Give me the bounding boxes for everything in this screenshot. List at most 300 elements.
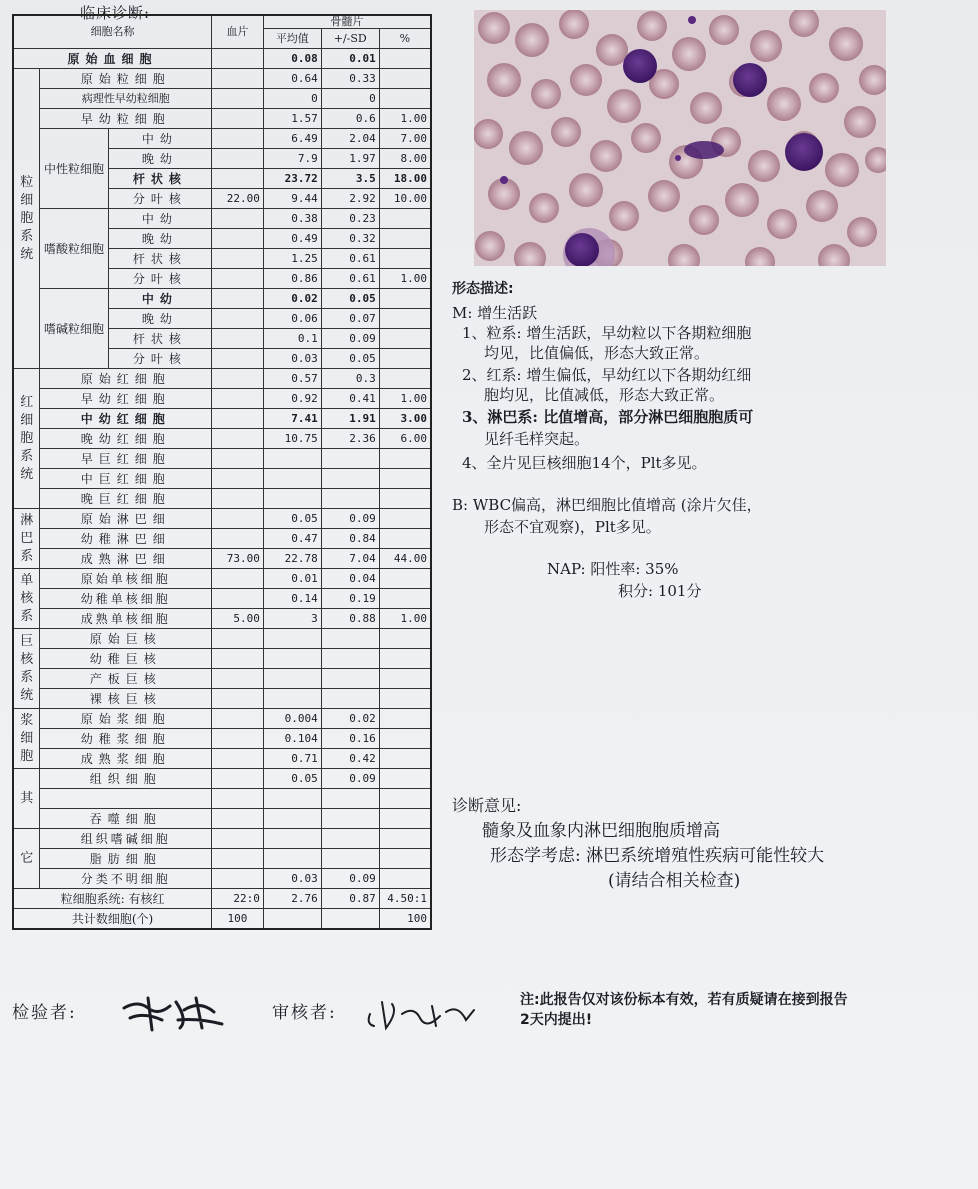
cell-name: 原始单核细胞: [40, 569, 212, 589]
blood-value: [212, 849, 264, 869]
sd-value: [321, 669, 379, 689]
table-row: [13, 469, 431, 489]
cell-name: 中幼: [108, 289, 211, 309]
table-row: [13, 569, 431, 589]
table-row: [13, 49, 431, 69]
pct-value: 44.00: [379, 549, 431, 569]
sd-value: [321, 649, 379, 669]
category-erythroid: 红细胞系统: [13, 369, 40, 509]
mean-value: 10.75: [263, 429, 321, 449]
sd-value: [321, 629, 379, 649]
cell-name: 病理性早幼粒细胞: [40, 89, 212, 109]
cell-name: 产板巨核: [40, 669, 212, 689]
sd-value: [321, 829, 379, 849]
sd-value: 0.42: [321, 749, 379, 769]
table-row: [13, 69, 431, 89]
table-row: [13, 629, 431, 649]
blood-value: [212, 89, 264, 109]
sd-value: 0.01: [321, 49, 379, 69]
blood-smear-micrograph: [474, 10, 886, 266]
table-row: [13, 589, 431, 609]
table-row: [13, 729, 431, 749]
sd-value: 7.04: [321, 549, 379, 569]
mean-value: 0.06: [263, 309, 321, 329]
table-row: [13, 709, 431, 729]
mean-value: 0.1: [263, 329, 321, 349]
pct-value: [379, 749, 431, 769]
mean-value: 7.41: [263, 409, 321, 429]
diagnosis-line2: 形态学考虑: 淋巴系统增殖性疾病可能性较大: [490, 846, 825, 866]
cell-name: 原始淋巴细: [40, 509, 212, 529]
mean-value: 22.78: [263, 549, 321, 569]
pct-value: [379, 489, 431, 509]
pct-value: [379, 669, 431, 689]
table-row: [13, 609, 431, 629]
blood-value: [212, 469, 264, 489]
mean-value: [263, 649, 321, 669]
ratio-sd: 0.87: [321, 889, 379, 909]
mean-value: 3: [263, 609, 321, 629]
blood-value: [212, 349, 264, 369]
table-row: [13, 809, 431, 829]
table-row: [13, 109, 431, 129]
cell-name: [40, 789, 212, 809]
blood-value: [212, 429, 264, 449]
sd-value: [321, 789, 379, 809]
pct-value: 1.00: [379, 109, 431, 129]
morphology-b2: 形态不宜观察)，Plt多见。: [484, 518, 661, 536]
pct-value: [379, 329, 431, 349]
cell-name: 脂肪细胞: [40, 849, 212, 869]
col-mean: 平均值: [263, 29, 321, 49]
cell-name: 吞噬细胞: [40, 809, 212, 829]
sd-value: [321, 809, 379, 829]
category-mono: 单核系: [13, 569, 40, 629]
sd-value: 0.23: [321, 209, 379, 229]
mean-value: 0.004: [263, 709, 321, 729]
examiner-label: 检验者:: [12, 1003, 77, 1023]
blood-value: [212, 449, 264, 469]
mean-value: [263, 629, 321, 649]
blood-value: [212, 809, 264, 829]
sd-value: 0.09: [321, 509, 379, 529]
morphology-b1: B: WBC偏高，淋巴细胞比值增高 (涂片欠佳，: [452, 496, 762, 514]
sd-value: 0.05: [321, 289, 379, 309]
blood-value: [212, 629, 264, 649]
sd-value: 0.41: [321, 389, 379, 409]
pct-value: 7.00: [379, 129, 431, 149]
table-row: [13, 789, 431, 809]
sd-value: 2.92: [321, 189, 379, 209]
blood-value: [212, 129, 264, 149]
cell-name: 原始浆细胞: [40, 709, 212, 729]
mean-value: 0.49: [263, 229, 321, 249]
mean-value: [263, 689, 321, 709]
cell-name: 原始血细胞: [13, 49, 212, 69]
category-neutrophil: 中性粒细胞: [40, 129, 108, 209]
pct-value: [379, 529, 431, 549]
sd-value: 0.6: [321, 109, 379, 129]
col-pct: %: [379, 29, 431, 49]
cell-name: 幼稚巨核: [40, 649, 212, 669]
cell-name: 杆状核: [108, 329, 211, 349]
examiner-signature: [118, 990, 228, 1034]
blood-value: [212, 209, 264, 229]
mean-value: 0.05: [263, 509, 321, 529]
cell-name: 中幼: [108, 129, 211, 149]
col-blood: 血片: [212, 15, 264, 49]
category-lymph: 淋巴系: [13, 509, 40, 569]
cell-name: 成熟单核细胞: [40, 609, 212, 629]
cell-name: 分叶核: [108, 189, 211, 209]
pct-value: [379, 249, 431, 269]
blood-value: [212, 409, 264, 429]
total-pct: 100: [379, 909, 431, 930]
sd-value: 0.84: [321, 529, 379, 549]
sd-value: 2.36: [321, 429, 379, 449]
cell-name: 成熟淋巴细: [40, 549, 212, 569]
mean-value: [263, 829, 321, 849]
total-empty-sd: [321, 909, 379, 930]
col-sd: +/-SD: [321, 29, 379, 49]
sd-value: 1.97: [321, 149, 379, 169]
table-row: [13, 529, 431, 549]
pct-value: [379, 629, 431, 649]
ratio-blood: 22:0: [212, 889, 264, 909]
cell-name: 早巨红细胞: [40, 449, 212, 469]
total-label: 共计数细胞(个): [13, 909, 212, 930]
mean-value: 6.49: [263, 129, 321, 149]
blood-value: [212, 689, 264, 709]
pct-value: [379, 769, 431, 789]
sd-value: 0.16: [321, 729, 379, 749]
mean-value: 0.47: [263, 529, 321, 549]
table-row: [13, 369, 431, 389]
cell-name: 分叶核: [108, 269, 211, 289]
mean-value: 0.57: [263, 369, 321, 389]
cell-name: 幼稚浆细胞: [40, 729, 212, 749]
table-row: [13, 689, 431, 709]
sd-value: 0.09: [321, 869, 379, 889]
category-eosinophil: 嗜酸粒细胞: [40, 209, 108, 289]
blood-value: [212, 109, 264, 129]
table-row: [13, 409, 431, 429]
blood-value: [212, 169, 264, 189]
table-row: [13, 89, 431, 109]
blood-value: [212, 269, 264, 289]
morphology-m2b: 胞均见，比值减低，形态大致正常。: [484, 386, 725, 404]
total-row: [13, 909, 431, 930]
blood-value: [212, 69, 264, 89]
sd-value: 0.07: [321, 309, 379, 329]
mean-value: [263, 849, 321, 869]
pct-value: [379, 589, 431, 609]
pct-value: [379, 569, 431, 589]
pct-value: [379, 289, 431, 309]
morphology-m1b: 均见，比值偏低，形态大致正常。: [484, 344, 710, 362]
diagnosis-title: 诊断意见:: [452, 796, 522, 815]
pct-value: [379, 69, 431, 89]
cell-name: 杆状核: [108, 249, 211, 269]
cell-name: 组织嗜碱细胞: [40, 829, 212, 849]
pct-value: 1.00: [379, 609, 431, 629]
cell-name: 原始红细胞: [40, 369, 212, 389]
sd-value: 0.3: [321, 369, 379, 389]
blood-value: [212, 309, 264, 329]
category-plasma: 浆细胞: [13, 709, 40, 769]
ratio-mean: 2.76: [263, 889, 321, 909]
table-row: [13, 669, 431, 689]
blood-value: 22.00: [212, 189, 264, 209]
pct-value: [379, 229, 431, 249]
mean-value: [263, 489, 321, 509]
sd-value: 0.05: [321, 349, 379, 369]
cell-name: 组织细胞: [40, 769, 212, 789]
nap-score: 积分: 101分: [618, 582, 702, 600]
blood-value: [212, 669, 264, 689]
cell-name: 中巨红细胞: [40, 469, 212, 489]
pct-value: [379, 509, 431, 529]
mean-value: [263, 469, 321, 489]
cell-name: 中幼: [108, 209, 211, 229]
cell-name: 晚幼: [108, 149, 211, 169]
mean-value: 1.57: [263, 109, 321, 129]
category-other-bottom: 它: [13, 829, 40, 889]
cell-count-table: [12, 14, 432, 930]
pct-value: [379, 709, 431, 729]
table-row: [13, 429, 431, 449]
blood-value: [212, 789, 264, 809]
ratio-label: 粒细胞系统: 有核红: [13, 889, 212, 909]
mean-value: 0.01: [263, 569, 321, 589]
blood-value: [212, 749, 264, 769]
morphology-m-head: M: 增生活跃: [452, 304, 538, 322]
mean-value: 0.05: [263, 769, 321, 789]
mean-value: 0.104: [263, 729, 321, 749]
sd-value: 0: [321, 89, 379, 109]
sd-value: [321, 689, 379, 709]
note-line2: 2天内提出!: [520, 1012, 593, 1028]
sd-value: [321, 849, 379, 869]
cell-name: 早幼粒细胞: [40, 109, 212, 129]
sd-value: [321, 469, 379, 489]
pct-value: [379, 469, 431, 489]
cell-name: 杆状核: [108, 169, 211, 189]
table-row: [13, 389, 431, 409]
category-other-top: 其: [13, 769, 40, 829]
table-row: [13, 549, 431, 569]
sd-value: 0.02: [321, 709, 379, 729]
morphology-m3a: 3、淋巴系: 比值增高，部分淋巴细胞胞质可: [462, 408, 754, 426]
blood-value: [212, 769, 264, 789]
note-line1: 注:此报告仅对该份标本有效，若有质疑请在接到报告: [520, 992, 848, 1008]
pct-value: 1.00: [379, 269, 431, 289]
sd-value: 0.09: [321, 769, 379, 789]
total-empty-mean: [263, 909, 321, 930]
mean-value: 0: [263, 89, 321, 109]
blood-value: [212, 149, 264, 169]
cell-name: 原始粒细胞: [40, 69, 212, 89]
table-row: [13, 209, 431, 229]
morphology-m3b: 见纤毛样突起。: [484, 430, 590, 448]
cell-name: 中幼红细胞: [40, 409, 212, 429]
cell-name: 晚幼红细胞: [40, 429, 212, 449]
blood-value: [212, 729, 264, 749]
cell-name: 幼稚单核细胞: [40, 589, 212, 609]
sd-value: 0.32: [321, 229, 379, 249]
blood-value: [212, 329, 264, 349]
pct-value: [379, 449, 431, 469]
cell-name: 分叶核: [108, 349, 211, 369]
table-row: [13, 749, 431, 769]
table-row: [13, 849, 431, 869]
sd-value: 1.91: [321, 409, 379, 429]
reviewer-signature: [362, 992, 482, 1036]
pct-value: 10.00: [379, 189, 431, 209]
pct-value: [379, 689, 431, 709]
category-basophil: 嗜碱粒细胞: [40, 289, 108, 369]
pct-value: [379, 789, 431, 809]
pct-value: [379, 89, 431, 109]
blood-value: [212, 709, 264, 729]
pct-value: [379, 809, 431, 829]
blood-value: [212, 229, 264, 249]
pct-value: [379, 649, 431, 669]
cell-name: 裸核巨核: [40, 689, 212, 709]
cell-name: 晚巨红细胞: [40, 489, 212, 509]
mean-value: 0.71: [263, 749, 321, 769]
micrograph-image: [474, 10, 886, 266]
pct-value: [379, 349, 431, 369]
pct-value: [379, 729, 431, 749]
cell-name: 原始巨核: [40, 629, 212, 649]
mean-value: 7.9: [263, 149, 321, 169]
sd-value: 0.09: [321, 329, 379, 349]
cell-name: 早幼红细胞: [40, 389, 212, 409]
mean-value: 1.25: [263, 249, 321, 269]
morphology-m1a: 1、粒系: 增生活跃，早幼粒以下各期粒细胞: [462, 324, 752, 342]
table-row: [13, 449, 431, 469]
mean-value: 0.38: [263, 209, 321, 229]
total-blood: 100: [212, 909, 264, 930]
morphology-m4: 4、全片见巨核细胞14个，Plt多见。: [462, 454, 707, 472]
mean-value: 0.86: [263, 269, 321, 289]
pct-value: [379, 849, 431, 869]
blood-value: [212, 49, 264, 69]
report-note: [520, 990, 940, 1030]
blood-value: [212, 649, 264, 669]
category-mega: 巨核系统: [13, 629, 40, 709]
sd-value: 0.04: [321, 569, 379, 589]
blood-value: [212, 829, 264, 849]
sd-value: [321, 489, 379, 509]
col-marrow: 骨髓片: [263, 15, 431, 29]
blood-value: [212, 389, 264, 409]
blood-value: [212, 369, 264, 389]
nap-positive-rate: NAP: 阳性率: 35%: [547, 560, 679, 578]
mean-value: 0.03: [263, 349, 321, 369]
table-row: [13, 489, 431, 509]
sd-value: 0.61: [321, 249, 379, 269]
blood-value: 5.00: [212, 609, 264, 629]
reviewer-label: 审核者:: [272, 1003, 337, 1023]
pct-value: [379, 49, 431, 69]
pct-value: [379, 369, 431, 389]
mean-value: 0.08: [263, 49, 321, 69]
mean-value: 0.92: [263, 389, 321, 409]
sd-value: 2.04: [321, 129, 379, 149]
morphology-title: 形态描述:: [452, 281, 514, 297]
sd-value: 0.88: [321, 609, 379, 629]
morphology-m2a: 2、红系: 增生偏低，早幼红以下各期幼红细: [462, 366, 752, 384]
mean-value: 0.02: [263, 289, 321, 309]
cell-name: 分类不明细胞: [40, 869, 212, 889]
sd-value: [321, 449, 379, 469]
table-row: [13, 289, 431, 309]
table-row: [13, 649, 431, 669]
blood-value: [212, 569, 264, 589]
mean-value: [263, 669, 321, 689]
mean-value: [263, 789, 321, 809]
table-row: [13, 509, 431, 529]
pct-value: [379, 209, 431, 229]
table-row: [13, 829, 431, 849]
blood-value: [212, 589, 264, 609]
cell-name: 晚幼: [108, 309, 211, 329]
pct-value: 8.00: [379, 149, 431, 169]
diagnosis-line3: (请结合相关检查): [608, 871, 741, 891]
blood-value: [212, 249, 264, 269]
blood-value: [212, 529, 264, 549]
cell-name: 晚幼: [108, 229, 211, 249]
sd-value: 0.33: [321, 69, 379, 89]
ratio-row: [13, 889, 431, 909]
table-row: [13, 129, 431, 149]
pct-value: 1.00: [379, 389, 431, 409]
mean-value: 23.72: [263, 169, 321, 189]
diagnosis-line1: 髓象及血象内淋巴细胞胞质增高: [482, 821, 720, 841]
blood-value: [212, 869, 264, 889]
sd-value: 0.61: [321, 269, 379, 289]
blood-value: 73.00: [212, 549, 264, 569]
cell-name: 成熟浆细胞: [40, 749, 212, 769]
pct-value: [379, 829, 431, 849]
mean-value: 0.03: [263, 869, 321, 889]
ratio-pct: 4.50:1: [379, 889, 431, 909]
mean-value: [263, 449, 321, 469]
blood-value: [212, 289, 264, 309]
sd-value: 0.19: [321, 589, 379, 609]
col-cell-name: 细胞名称: [13, 15, 212, 49]
pct-value: 6.00: [379, 429, 431, 449]
cell-name: 幼稚淋巴细: [40, 529, 212, 549]
table-row: [13, 769, 431, 789]
pct-value: [379, 309, 431, 329]
table-row: [13, 869, 431, 889]
category-granulocyte: 粒细胞系统: [13, 69, 40, 369]
pct-value: 18.00: [379, 169, 431, 189]
blood-value: [212, 509, 264, 529]
clinical-diagnosis-label: 临床诊断:: [80, 4, 151, 22]
sd-value: 3.5: [321, 169, 379, 189]
mean-value: 9.44: [263, 189, 321, 209]
blood-value: [212, 489, 264, 509]
pct-value: [379, 869, 431, 889]
mean-value: 0.14: [263, 589, 321, 609]
mean-value: [263, 809, 321, 829]
mean-value: 0.64: [263, 69, 321, 89]
pct-value: 3.00: [379, 409, 431, 429]
